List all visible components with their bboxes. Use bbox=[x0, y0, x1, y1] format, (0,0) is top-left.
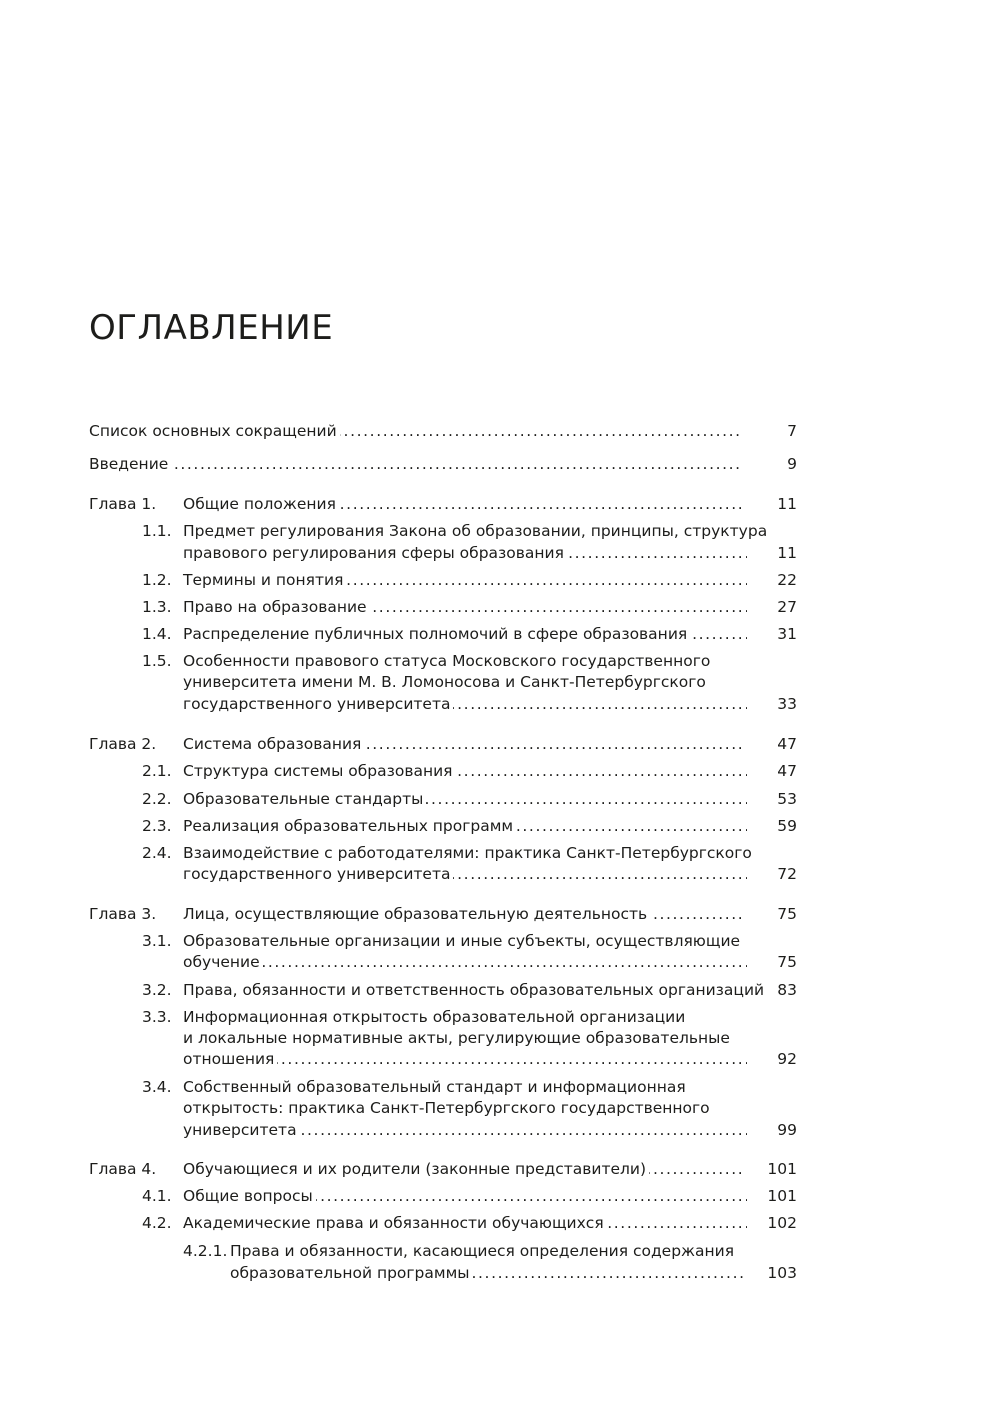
entry-text: Система образования bbox=[183, 733, 364, 755]
page-number: 101 bbox=[767, 1160, 797, 1178]
section-label: 3.1. bbox=[142, 932, 172, 950]
entry-text: Список основных сокращений bbox=[89, 420, 340, 442]
page-number: 11 bbox=[777, 495, 797, 513]
page-number: 31 bbox=[777, 625, 797, 643]
section-label: 4.1. bbox=[142, 1187, 172, 1205]
page-number: 99 bbox=[777, 1121, 797, 1139]
entry-text: Структура системы образования bbox=[183, 760, 456, 782]
page-title: ОГЛАВЛЕНИЕ bbox=[89, 308, 334, 348]
section-label: 2.1. bbox=[142, 762, 172, 780]
page-number: 83 bbox=[777, 981, 797, 999]
entry-text: Право на образование bbox=[183, 596, 370, 618]
entry-text: Термины и понятия bbox=[183, 569, 346, 591]
section-label: 1.4. bbox=[142, 625, 172, 643]
entry-text-line: Собственный образовательный стандарт и информационная bbox=[183, 1078, 686, 1096]
leader-dots bbox=[89, 453, 743, 475]
entry-text-line: открытость: практика Санкт-Петербургского государственного bbox=[183, 1099, 710, 1117]
entry-text-line: Предмет регулирования Закона об образовании, принципы, структура bbox=[183, 522, 768, 540]
section-label: 1.2. bbox=[142, 571, 172, 589]
entry-text: Введение bbox=[89, 453, 171, 475]
entry-text-line: и локальные нормативные акты, регулирующие образовательные bbox=[183, 1029, 730, 1047]
entry-text-line: государственного университета bbox=[183, 693, 453, 715]
entry-text: Академические права и обязанности обучающихся bbox=[183, 1212, 607, 1234]
page-number: 102 bbox=[767, 1214, 797, 1232]
page-number: 72 bbox=[777, 865, 797, 883]
section-label: 2.3. bbox=[142, 817, 172, 835]
page-number: 75 bbox=[777, 953, 797, 971]
section-label: 1.5. bbox=[142, 652, 172, 670]
entry-text-line: Информационная открытость образовательной организации bbox=[183, 1008, 686, 1026]
entry-text-line: Особенности правового статуса Московского государственного bbox=[183, 652, 711, 670]
page-number: 11 bbox=[777, 544, 797, 562]
entry-text-line: университета имени М. В. Ломоносова и Санкт-Петербургского bbox=[183, 673, 706, 691]
section-label: 3.3. bbox=[142, 1008, 172, 1026]
entry-text-line: отношения bbox=[183, 1048, 277, 1070]
section-label: 1.3. bbox=[142, 598, 172, 616]
page-number: 59 bbox=[777, 817, 797, 835]
subsection-label: 4.2.1. bbox=[183, 1242, 228, 1260]
page-number: 7 bbox=[787, 422, 797, 440]
page-number: 75 bbox=[777, 905, 797, 923]
section-label: 3.4. bbox=[142, 1078, 172, 1096]
page-number: 92 bbox=[777, 1050, 797, 1068]
entry-text: Общие вопросы bbox=[183, 1185, 316, 1207]
page-number: 22 bbox=[777, 571, 797, 589]
chapter-label: Глава 4. bbox=[89, 1160, 157, 1178]
page-number: 27 bbox=[777, 598, 797, 616]
page-number: 101 bbox=[767, 1187, 797, 1205]
page-number: 47 bbox=[777, 762, 797, 780]
entry-text: Обучающиеся и их родители (законные представители) bbox=[183, 1158, 649, 1180]
entry-text: Лица, осуществляющие образовательную деятельность bbox=[183, 903, 650, 925]
section-label: 3.2. bbox=[142, 981, 172, 999]
entry-text-line: Образовательные организации и иные субъекты, осуществляющие bbox=[183, 932, 741, 950]
entry-text-line: Права и обязанности, касающиеся определения содержания bbox=[230, 1242, 735, 1260]
page-number: 33 bbox=[777, 695, 797, 713]
section-label: 2.4. bbox=[142, 844, 172, 862]
entry-text-line: правового регулирования сферы образования bbox=[183, 542, 567, 564]
entry-text-line: обучение bbox=[183, 951, 263, 973]
entry-text-line: образовательной программы bbox=[230, 1262, 473, 1284]
section-label: 2.2. bbox=[142, 790, 172, 808]
page-number: 47 bbox=[777, 735, 797, 753]
leader-dots bbox=[183, 951, 747, 973]
entry-text: Права, обязанности и ответственность образовательных организаций bbox=[183, 979, 767, 1001]
page-number: 9 bbox=[787, 455, 797, 473]
entry-text: Общие положения bbox=[183, 493, 339, 515]
chapter-label: Глава 2. bbox=[89, 735, 157, 753]
chapter-label: Глава 1. bbox=[89, 495, 157, 513]
entry-text: Распределение публичных полномочий в сфере образования bbox=[183, 623, 690, 645]
page-number: 103 bbox=[767, 1264, 797, 1282]
section-label: 1.1. bbox=[142, 522, 172, 540]
entry-text: Реализация образовательных программ bbox=[183, 815, 516, 837]
chapter-label: Глава 3. bbox=[89, 905, 157, 923]
page-number: 53 bbox=[777, 790, 797, 808]
section-label: 4.2. bbox=[142, 1214, 172, 1232]
entry-text-line: Взаимодействие с работодателями: практика Санкт-Петербургского bbox=[183, 844, 752, 862]
entry-text-line: университета bbox=[183, 1119, 300, 1141]
entry-text: Образовательные стандарты bbox=[183, 788, 426, 810]
entry-text-line: государственного университета bbox=[183, 863, 453, 885]
